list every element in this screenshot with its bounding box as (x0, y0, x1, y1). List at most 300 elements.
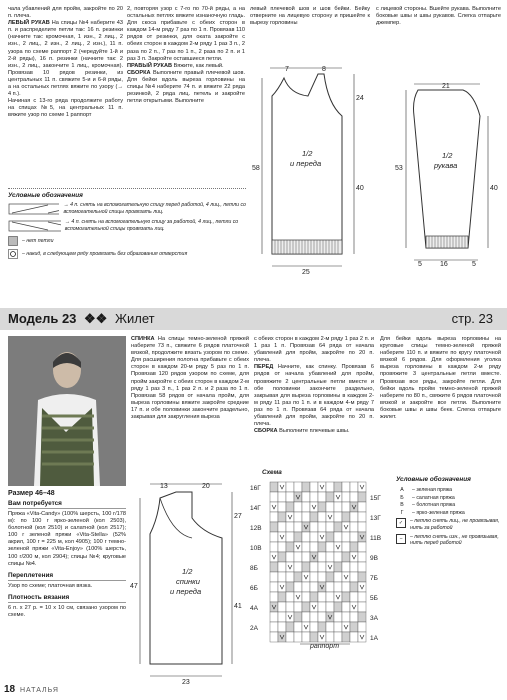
sleeve-dim-0: 21 (442, 83, 450, 90)
scheme-cell (294, 542, 302, 552)
top-legend-text-1: → 4 п. снять на вспомогательную спицу за работой, 4 лиц., петли со вспомогательной спицы провязать лиц. (64, 219, 239, 232)
model-photo-figure (8, 336, 126, 486)
scheme-cell (302, 572, 310, 582)
scheme-cell (270, 532, 278, 542)
scheme-cell (294, 632, 302, 642)
scheme-cell (302, 632, 310, 642)
mid-p3: СБОРКА Выполните плечевые швы. (254, 428, 350, 435)
top-legend-row-0 (8, 202, 246, 215)
scheme-cell (270, 552, 278, 562)
needs-heading: Вам потребуется (8, 500, 126, 509)
scheme-cell (278, 492, 286, 502)
right-col (380, 336, 501, 421)
scheme-cell (350, 632, 358, 642)
scheme-cell (350, 482, 358, 492)
sleeve-pattern-diagram (378, 80, 503, 280)
top-legend-row-3 (8, 249, 246, 259)
body-label-1: 1/2 (302, 149, 313, 158)
scheme-row-label-right: 3А (370, 615, 378, 622)
legend2-key-1: Б (400, 494, 404, 501)
scheme-row-label-left: 12В (250, 525, 262, 532)
scheme-cell (302, 562, 310, 572)
legend2-text-0: – зеленая пряжа (412, 487, 453, 493)
scheme-cell (350, 522, 358, 532)
scheme-cell (326, 542, 334, 552)
scheme-cell (286, 552, 294, 562)
scheme-cell (270, 502, 278, 512)
scheme-cell (286, 562, 294, 572)
scheme-cell (334, 532, 342, 542)
legend2-key-2: В (400, 502, 404, 509)
scheme-row-label-left: 10В (250, 545, 262, 552)
scheme-cell (342, 592, 350, 602)
scheme-cell (358, 602, 366, 612)
scheme-cell (334, 492, 342, 502)
scheme-cell (294, 562, 302, 572)
scheme-cell (278, 502, 286, 512)
scheme-cell (270, 542, 278, 552)
body-dim-5: 25 (302, 269, 310, 276)
scheme-cell (286, 532, 294, 542)
model-photo (8, 336, 126, 486)
cable-right-icon (8, 220, 61, 232)
scheme-cell (334, 512, 342, 522)
scheme-cell (310, 522, 318, 532)
left-col (8, 490, 126, 619)
legend2-text-4: – петлю снять лиц., не провязывая, нить за работой (410, 518, 500, 531)
scheme-cell (278, 512, 286, 522)
scheme-cell (318, 612, 326, 622)
scheme-cell (326, 602, 334, 612)
scheme-cell (350, 582, 358, 592)
scheme-cell (350, 502, 358, 512)
vest-label-1: 1/2 (182, 567, 193, 576)
scheme-cell (334, 582, 342, 592)
scheme-cell (342, 612, 350, 622)
scheme-cell (294, 522, 302, 532)
scheme-cell (358, 562, 366, 572)
scheme-cell (358, 512, 366, 522)
scheme-cell (318, 562, 326, 572)
no-stitch-icon (8, 236, 18, 246)
scheme-cell (318, 632, 326, 642)
legend2-row-4 (396, 518, 504, 531)
scheme-cell (294, 552, 302, 562)
scheme-cell (310, 582, 318, 592)
sleeve-dim-4: 5 (418, 261, 422, 268)
scheme-cell (310, 602, 318, 612)
scheme-cell (350, 552, 358, 562)
vest-dim-0: 13 (160, 483, 168, 490)
scheme-cell (326, 562, 334, 572)
scheme-cell (318, 552, 326, 562)
scheme-cell (302, 612, 310, 622)
weaves-heading: Переплетения (8, 572, 126, 581)
scheme-cell (270, 592, 278, 602)
scheme-cell (294, 582, 302, 592)
scheme-cell (286, 602, 294, 612)
scheme-cell (270, 492, 278, 502)
sleeve-label-2: рукава (434, 161, 458, 170)
scheme-cell (278, 532, 286, 542)
scheme-cell (278, 612, 286, 622)
top-col2-p2: СБОРКА Выполните правый плечевой шов. Для бейки вдоль выреза горловины на спицы №4 наберите 74 п. и вяжите 22 ряда резинкой, 2 ряда лиц. петель и закройте петли открытыми. Выполните (127, 69, 245, 105)
scheme-cell (334, 632, 342, 642)
legend2-title: Условные обозначения (396, 476, 471, 483)
sleeve-dim-1: 53 (395, 165, 403, 172)
body-dim-4: 40 (356, 185, 364, 192)
scheme-cell (310, 502, 318, 512)
legend2-row-0 (396, 487, 504, 494)
scheme-cell (326, 512, 334, 522)
density-heading: Плотность вязания (8, 594, 126, 603)
scheme-cell (270, 512, 278, 522)
vest-label-3: и переда (170, 587, 202, 596)
legend2-text-2: – болотная пряжа (412, 502, 456, 509)
rapport-label: раппорт (310, 643, 340, 650)
scheme-cell (350, 572, 358, 582)
top-legend-text-0: → 4 п. снять на вспомогательную спицу перед работой, 4 лиц., петли со вспомогательной спицы провязать лиц. (63, 202, 246, 215)
vest-dim-5: 23 (182, 679, 190, 686)
scheme-cell (286, 572, 294, 582)
scheme-cell (278, 552, 286, 562)
page-number: 18 (4, 684, 16, 695)
scheme-cell (350, 612, 358, 622)
density-text: 6 п. х 27 р. = 10 х 10 см, связано узором по схеме. (8, 604, 126, 618)
top-col1-p0: чала убавлений для пройм, закройте по 20 п. плеча. (8, 6, 123, 20)
scheme-cell (334, 522, 342, 532)
scheme-cell (302, 502, 310, 512)
sleeve-dim-5: 5 (472, 261, 476, 268)
legend2 (396, 476, 504, 547)
scheme-cell (318, 502, 326, 512)
scheme-cell (310, 562, 318, 572)
model-title (8, 311, 155, 327)
scheme-cell (294, 622, 302, 632)
top-col2-p0: 2, повторяя узор с 7-го по 70-й ряды, а на остальных петлях вяжите изнаночную гладь. Для скоса прибавьте с обеих сторон в каждом 14-м ряду 7 раз по 1 п. Провязав 110 рядов от резинки, для оката закройте с обеих сторон в каждом 2-м ряду 1 раз 3 п., 2 раза по 2 п., 7 раз по 1 п., 2 раза по 2 п. и 1 раз 3 п. Закройте оставшиеся петли. (127, 6, 245, 62)
scheme-cell (358, 542, 366, 552)
scheme-cell (334, 572, 342, 582)
scheme-cell (278, 592, 286, 602)
scheme-cell (342, 502, 350, 512)
scheme-row-label-left: 2А (250, 625, 258, 632)
scheme-cell (318, 532, 326, 542)
scheme-cell (270, 522, 278, 532)
scheme-cell (302, 482, 310, 492)
scheme-cell (342, 632, 350, 642)
scheme-cell (342, 562, 350, 572)
right-p0: Для бейки вдоль выреза горловины на круговые спицы темно-зеленой пряжей наберите 110 п. и вяжите по кругу платочной вязкой 6 рядов. Для оформления уголка выреза горловины в каждом 2-м ряду провяжите 3 центральные петли вместе. Провязав все ряды, закройте петли. Для бейки вдоль пройм темно-зеленой пряжей наберите по 80 п., свяжите 6 рядов платочной вязкой и закройте все петли. Выполните боковые швы и швы беек. Слегка отпарьте жилет. (380, 336, 501, 421)
scheme-cell (302, 622, 310, 632)
scheme-cell (334, 612, 342, 622)
cable-left-icon (8, 203, 59, 215)
scheme-cell (278, 522, 286, 532)
scheme-cell (326, 552, 334, 562)
scheme-cell (302, 582, 310, 592)
scheme-cell (318, 582, 326, 592)
top-legend-row-1 (8, 219, 246, 232)
scheme-cell (334, 562, 342, 572)
scheme-cell (302, 592, 310, 602)
scheme-cell (270, 562, 278, 572)
mid-col1 (131, 336, 249, 421)
scheme-cell (350, 622, 358, 632)
scheme-cell (294, 532, 302, 542)
scheme-row-label-right: 5Б (370, 595, 378, 602)
body-dim-2: 24 (356, 95, 364, 102)
model-number: Модель 23 (8, 311, 77, 326)
scheme-cell (334, 592, 342, 602)
scheme-cell (270, 612, 278, 622)
scheme-cell (278, 582, 286, 592)
legend2-row-1 (396, 495, 504, 502)
scheme-cell (342, 532, 350, 542)
scheme-cell (342, 512, 350, 522)
scheme-cell (310, 572, 318, 582)
scheme-cell (358, 482, 366, 492)
model-page: стр. 23 (451, 311, 493, 326)
scheme-grid (270, 482, 366, 642)
scheme-cell (286, 582, 294, 592)
legend2-row-2 (396, 502, 504, 509)
legend2-text-5: – петлю снять изн., не провязывая, нить перед работой (410, 533, 499, 547)
scheme-cell (326, 502, 334, 512)
scheme-cell (350, 532, 358, 542)
scheme-cell (326, 612, 334, 622)
scheme-cell (278, 572, 286, 582)
top-col4: с лицевой стороны. Вшейте рукава. Выполните боковые швы и швы рукавов. Слегка отпарьте джемпер. (376, 6, 501, 27)
scheme-cell (302, 522, 310, 532)
top-legend-title: Условные обозначения (8, 192, 83, 199)
scheme-cell (286, 622, 294, 632)
scheme-cell (342, 482, 350, 492)
scheme-cell (310, 512, 318, 522)
scheme-cell (286, 522, 294, 532)
scheme-cell (286, 502, 294, 512)
body-dim-3: 58 (252, 165, 260, 172)
scheme-cell (350, 542, 358, 552)
scheme-cell (270, 632, 278, 642)
scheme-cell (358, 632, 366, 642)
scheme-row-label-left: 8Б (250, 565, 258, 572)
scheme-labels-left (250, 485, 262, 632)
scheme-cell (278, 602, 286, 612)
vest-dim-1: 20 (202, 483, 210, 490)
scheme-cell (342, 522, 350, 532)
scheme-cell (318, 602, 326, 612)
mid-p2: ПЕРЕД Начните, как спинку. Провязав 6 рядов от начала убавлений для пройм, провяжите 2 центральные петли вместе и обе половинки закончите раздельно, закрывая для выреза горловины в каждом 2-м ряду 11 раз по 1 п. и в каждом 4-м ряду 7 раз по 1 п. Провязав 64 ряда от начала убавлений для пройм, закройте по 20 п. плеча. (254, 364, 374, 428)
scheme-cell (294, 492, 302, 502)
legend2-text-1: – салатная пряжа (412, 494, 455, 501)
vest-dim-3: 47 (130, 583, 138, 590)
scheme-cell (318, 592, 326, 602)
yarn-over-icon (8, 249, 18, 259)
scheme-cell (294, 612, 302, 622)
scheme-cell (358, 552, 366, 562)
vest-dim-4: 41 (234, 603, 242, 610)
legend2-text-3: – ярко-зеленая пряжа (412, 509, 465, 516)
scheme-cell (326, 492, 334, 502)
sleeve-dim-2: 40 (490, 185, 498, 192)
scheme-cell (310, 542, 318, 552)
scheme-cell (342, 622, 350, 632)
scheme-cell (286, 482, 294, 492)
scheme-cell (326, 482, 334, 492)
scheme-cell (350, 592, 358, 602)
scheme-row-label-left: 4А (250, 605, 258, 612)
body-dim-0: 7 (285, 66, 289, 73)
mid-p0: СПИНКА На спицы темно-зеленой пряжей наберите 73 п., свяжите 6 рядов платочной вязкой, продолжите вязать узором по схеме. Для расширения полотна прибавьте с обеих сторон в каждом 20-м ряду 5 раз по 1 п. Провязав 120 рядов узором по схеме, для пройм закройте с обеих сторон в каждом 2-м ряду 1 раз 3 п., 1 раз 2 п. и 2 раза по 1 п. Провязав 58 рядов от начала пройм, для выреза горловины вяжите закройте средние 17 п. и обе половинки закончите раздельно, закрывая для закругления выреза (131, 336, 249, 421)
size-heading: Размер 46–48 (8, 490, 55, 497)
scheme-cell (286, 592, 294, 602)
scheme-cell (302, 542, 310, 552)
top-legend-text-3: – накид, в следующем ряду провязать без образования отверстия (22, 251, 188, 258)
scheme-cell (318, 572, 326, 582)
scheme-cell (342, 582, 350, 592)
scheme-cell (286, 512, 294, 522)
scheme-cell (318, 542, 326, 552)
scheme-cell (318, 522, 326, 532)
scheme-cell (278, 622, 286, 632)
scheme-cell (358, 522, 366, 532)
scheme-cell (350, 492, 358, 502)
scheme-row-label-left: 6Б (250, 585, 258, 592)
scheme-cell (310, 622, 318, 632)
scheme-cell (302, 492, 310, 502)
scheme-cell (326, 592, 334, 602)
vest-label-2: спинки (176, 577, 200, 586)
slip-knit-icon: ✓ (396, 518, 406, 528)
scheme-cell (350, 512, 358, 522)
scheme-cell (310, 612, 318, 622)
scheme-labels-right (370, 495, 381, 642)
scheme-cell (270, 582, 278, 592)
scheme-title: Схема (262, 469, 282, 476)
top-col1-p2: Начиная с 13-го ряда продолжите работу на спицах №5, на центральных 11 п. вяжите узор по схеме 1 раппорт (8, 98, 123, 119)
scheme-cell (358, 492, 366, 502)
scheme-cell (342, 542, 350, 552)
scheme-cell (342, 492, 350, 502)
scheme-cell (310, 592, 318, 602)
top-col2 (127, 6, 245, 105)
scheme-cell (318, 622, 326, 632)
scheme-cell (270, 482, 278, 492)
scheme-cell (270, 602, 278, 612)
scheme-cell (350, 602, 358, 612)
scheme-cell (302, 532, 310, 542)
scheme-cell (342, 602, 350, 612)
scheme-cell (342, 552, 350, 562)
top-legend-row-2 (8, 236, 246, 246)
scheme-cell (326, 532, 334, 542)
scheme-cell (278, 542, 286, 552)
scheme-cell (334, 502, 342, 512)
scheme-cell (358, 502, 366, 512)
scheme-cell (326, 582, 334, 592)
scheme-row-label-right: 15Г (370, 495, 381, 502)
scheme-cell (334, 542, 342, 552)
scheme-cell (302, 602, 310, 612)
legend2-row-3 (396, 510, 504, 517)
scheme-cell (334, 602, 342, 612)
scheme-cell (326, 572, 334, 582)
scheme-cell (310, 492, 318, 502)
scheme-row-label-right: 9В (370, 555, 378, 562)
magazine-name: НАТАЛЬЯ (20, 687, 59, 694)
scheme-row-label-right: 13Г (370, 515, 381, 522)
needs-text: Пряжа «Vita-Candy» (100% шерсть, 100 г/178 м): по 100 г ярко-зеленой (кол 2503), болотной (кол 2510) и салатной (кол 2517); 100 г зеленой пряжи «Vita-Stella» (52% акрил, 100 г = 225 м, кол 4905); 100 г темно-зеленой пряжи «Vita-Enjoy» (100% шерсть, 100 г/200 м, кол 2904); спицы №4; круговые спицы №4. (8, 511, 126, 567)
scheme-cell (310, 552, 318, 562)
scheme-cell (294, 572, 302, 582)
scheme-cell (278, 482, 286, 492)
scheme-cell (342, 572, 350, 582)
scheme-cell (302, 552, 310, 562)
scheme-row-label-left: 14Г (250, 505, 261, 512)
slip-purl-icon: − (396, 534, 406, 544)
scheme-cell (310, 482, 318, 492)
scheme-cell (294, 482, 302, 492)
legend2-row-5 (396, 534, 504, 547)
model-ornament: ❖❖ (84, 311, 108, 326)
scheme-chart (248, 478, 398, 678)
scheme-cell (334, 622, 342, 632)
top-legend-text-2: – нет петли (22, 238, 54, 245)
scheme-cell (358, 532, 366, 542)
scheme-cell (310, 532, 318, 542)
scheme-cell (286, 492, 294, 502)
scheme-cell (286, 632, 294, 642)
mid-col2 (254, 336, 374, 435)
scheme-cell (278, 562, 286, 572)
top-col1 (8, 6, 123, 120)
scheme-row-label-right: 1А (370, 635, 378, 642)
scheme-cell (358, 622, 366, 632)
scheme-cell (294, 602, 302, 612)
top-col3: левый плечевой шов и шов бейки. Бейку отверните на лицевую сторону и пришейте к вырезу горловины (250, 6, 370, 27)
scheme-cell (358, 582, 366, 592)
scheme-row-label-right: 7Б (370, 575, 378, 582)
scheme-cell (302, 512, 310, 522)
scheme-cell (278, 632, 286, 642)
weaves-text: Узор по схеме; платочная вязка. (8, 582, 93, 589)
scheme-cell (358, 612, 366, 622)
scheme-cell (294, 502, 302, 512)
model-subtitle: Жилет (114, 311, 155, 326)
scheme-cell (318, 482, 326, 492)
scheme-cell (326, 632, 334, 642)
scheme-cell (294, 512, 302, 522)
scheme-cell (286, 542, 294, 552)
mid-p1: с обеих сторон в каждом 2-м ряду 1 раз 2 п. и 1 раз 1 п. Провязав 64 ряда от начала убавлений для пройм, закройте по 20 п. плеча. (254, 336, 374, 364)
vest-pattern-diagram (130, 478, 252, 688)
scheme-cell (318, 492, 326, 502)
scheme-cell (326, 622, 334, 632)
sleeve-dim-3: 16 (440, 261, 448, 268)
top-col1-p1: ЛЕВЫЙ РУКАВ На спицы №4 наберите 43 п. и распределите петли так: 16 п. резинки (начните так: кромочная, 1 изн., 2 лиц., 2 изн., 2 лиц., 2 изн., 2 лиц., 2 изн.), 11 п. узора по схеме раппорт 2 (чередуйте 1-й и 2-й ряды), 16 п. резинки (начните так: 2 изн., 2 лиц., закончите 1 лиц., кромочная). Провязав 10 рядов резинки, из центральных 11 п. свяжите 5-и и 6-й ряды, а на остальных петлях вяжите по узору (→ 4 п.). (8, 20, 123, 98)
body-pattern-diagram (250, 60, 368, 280)
scheme-cell (294, 592, 302, 602)
scheme-cell (358, 572, 366, 582)
legend2-key-3: Г (400, 509, 404, 516)
scheme-row-label-right: 11В (370, 535, 382, 542)
scheme-cell (310, 632, 318, 642)
scheme-cell (326, 522, 334, 532)
scheme-cell (270, 622, 278, 632)
top-legend (8, 188, 246, 259)
scheme-cell (358, 592, 366, 602)
scheme-cell (270, 572, 278, 582)
body-label-2: и переда (290, 159, 322, 168)
